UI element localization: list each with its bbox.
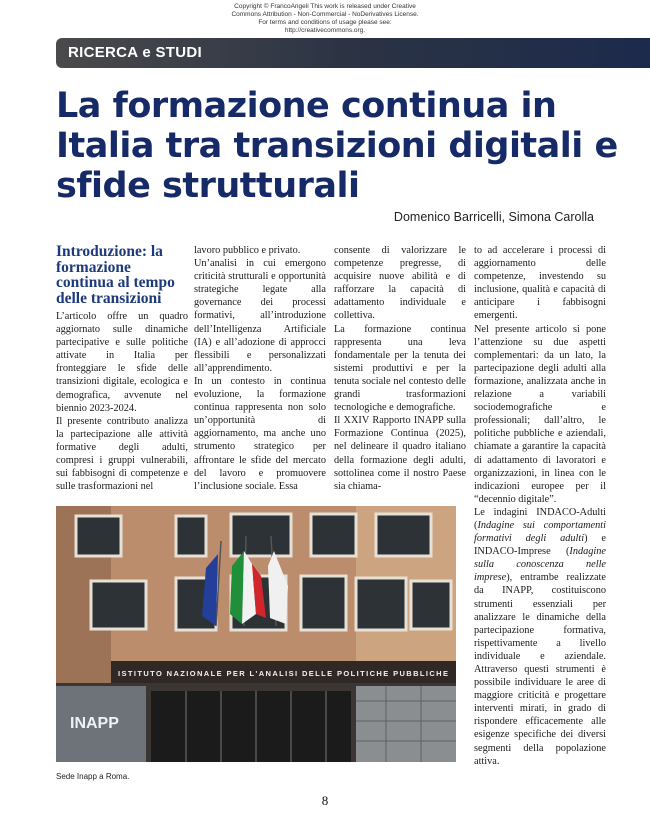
paragraph: In un contesto in continua evoluzione, la formazione continua rappresenta non solo un’opportunità di aggiornamento, ma anche uno strumento strategico per affrontare le sfide del mercato del lavoro e promuovere l’inclusione sociale. Essa <box>194 375 326 492</box>
survey-title: Indagine sulla conoscenza nelle imprese <box>474 546 606 584</box>
inapp-door-logo: INAPP <box>70 715 119 732</box>
copyright-line: For terms and conditions of usage please see: <box>258 19 392 26</box>
section-heading: Introduzione: la formazione continua al tempo delle transizioni <box>56 243 175 307</box>
copyright-line: http://creativecommons.org. <box>284 27 366 34</box>
text-column-3 <box>334 244 466 493</box>
section-label: RICERCA e STUDI <box>68 44 202 61</box>
paragraph <box>474 506 606 768</box>
text-column-2 <box>194 244 326 493</box>
building-photo <box>56 506 456 762</box>
text-column-4 <box>474 244 606 768</box>
paragraph: L’articolo offre un quadro aggiornato sulle dinamiche partecipative e sulle politiche attivate in Italia per fronteggiare le sfide delle transizioni digitale, ecologica e demografica, avvenute nel biennio 2023-2024. <box>56 311 188 414</box>
paragraph: Il XXIV Rapporto INAPP sulla Formazione Continua (2025), nel delineare il quadro italiano della formazione degli adulti, sottolinea come il nostro Paese sia chiama- <box>334 415 466 492</box>
text-run: ), entrambe realizzate da INAPP, costituiscono strumenti essenziali per analizzare le dinamiche della partecipazione formativa, rispettivamente a livello individuale e aziendale. Attraverso questi strumenti è possibile individuare le aree di maggiore criticità e progettare interventi mirati, in grado di rispondere efficacemente alle esigenze specifiche dei diversi segmenti della popolazione attiva. <box>474 572 606 767</box>
survey-title: Indagine sui comportamenti formativi degli adulti <box>474 519 606 545</box>
building-sign: ISTITUTO NAZIONALE PER L'ANALISI DELLE POLITICHE PUBBLICHE <box>118 669 448 678</box>
building-illustration <box>56 506 456 762</box>
article-authors: Domenico Barricelli, Simona Carolla <box>393 210 594 224</box>
paragraph: Il presente contributo analizza la partecipazione alle attività formative degli adulti, compresi i gruppi vulnerabili, sui fabbisogni di competenze e sulle trasformazioni nel <box>56 415 188 493</box>
copyright-line: Commons Attribution - Non-Commercial - NoDerivatives License. <box>231 11 419 18</box>
paragraph: La formazione continua rappresenta una leva fondamentale per la tenuta dei sistemi produttivi e per la tenuta sociale nel contesto delle grandi trasformazioni tecnologiche e demografiche. <box>334 323 466 414</box>
section-banner <box>56 38 650 68</box>
paragraph: Nel presente articolo si pone l’attenzione su due aspetti complementari: da un lato, la partecipazione degli adulti alla formazione, analizzata anche in relazione a variabili sociodemografiche e professionali; dall’altro, le politiche pubbliche e aziendali, chiamate a garantire la capacità di adattamento di lavoratori e organizzazioni, in linea con le indicazioni europee per il “decennio digitale”. <box>474 323 606 505</box>
copyright-notice <box>230 3 420 35</box>
text-column-1 <box>56 244 188 493</box>
article-title: La formazione continua in Italia tra transizioni digitali e sfide strutturali <box>56 86 618 206</box>
paragraph: consente di valorizzare le competenze pregresse, di acquisire nuove abilità e di rafforzare la capacità di adattamento individuale e collettiva. <box>334 245 466 322</box>
text-run: Le indagini INDACO-Adulti ( <box>474 506 606 531</box>
paragraph: Un’analisi in cui emergono criticità strutturali e opportunità strategiche legate alla governance dei processi formativi, all’introduzione dell’Intelligenza Artificiale (IA) e all’adozione di approcci flessibili e personalizzati all’apprendimento. <box>194 258 326 374</box>
paragraph: lavoro pubblico e privato. <box>194 245 301 256</box>
paragraph: to ad accelerare i processi di aggiornamento delle competenze, investendo su inclusione, qualità e capacità di anticipare i fabbisogni emergenti. <box>474 245 606 322</box>
page-number: 8 <box>321 793 329 808</box>
text-run: ) e INDACO-Imprese ( <box>474 533 606 558</box>
copyright-line: Copyright © FrancoAngeli This work is released under Creative <box>234 3 416 10</box>
photo-caption: Sede Inapp a Roma. <box>56 772 130 781</box>
